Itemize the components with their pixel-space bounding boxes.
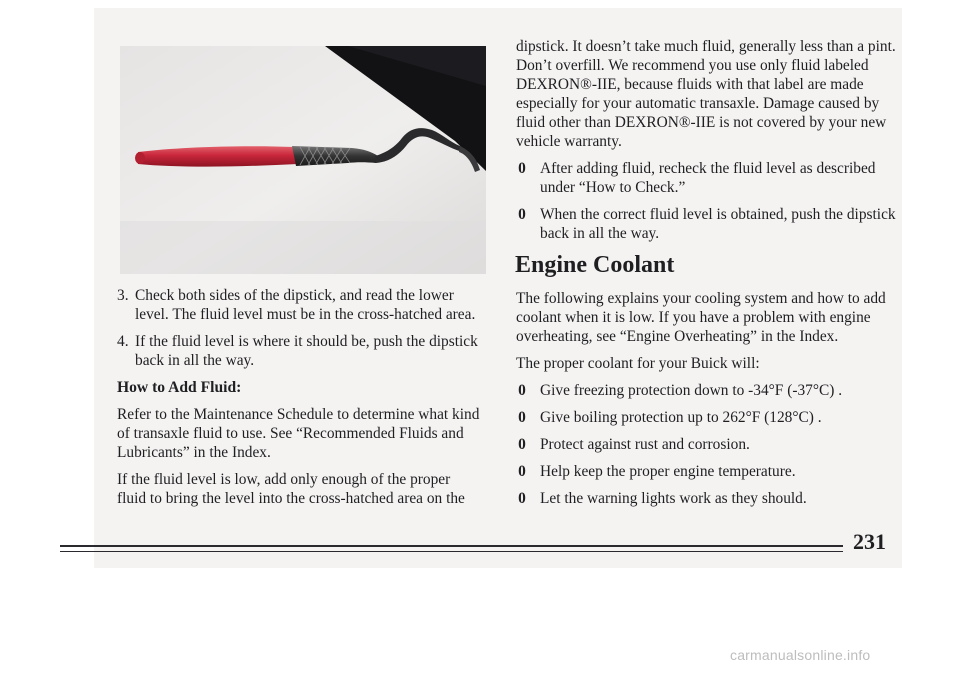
- paragraph: If the fluid level is low, add only enough of the proper fluid to bring the level into the cross-hatched area on the: [117, 471, 465, 507]
- dipstick-photo: [120, 46, 486, 274]
- bullet-item: [516, 159, 900, 197]
- bullet-text: Give boiling protection up to 262°F (128°C) .: [540, 409, 822, 426]
- coolant-lead: The proper coolant for your Buick will:: [516, 355, 760, 372]
- bullet-item: [516, 462, 900, 481]
- step-text: If the fluid level is where it should be, push the dipstick back in all the way.: [135, 333, 478, 369]
- paragraph: The following explains your cooling system and how to add coolant when it is low. If you have a problem with engine overheating, see “Engine Overheating” in the Index.: [516, 290, 886, 345]
- bullet-item: [516, 489, 900, 508]
- watermark: carmanualsonline.info: [730, 647, 871, 663]
- left-column: [117, 286, 482, 516]
- step-text: Check both sides of the dipstick, and read the lower level. The fluid level must be in the cross-hatched area.: [135, 287, 476, 323]
- step-3: [117, 286, 482, 324]
- footer-rule: [60, 545, 843, 547]
- bullet-text: Help keep the proper engine temperature.: [540, 463, 796, 480]
- bullet-glyph: 0: [518, 436, 526, 453]
- bullet-item: [516, 408, 900, 427]
- page-number: 231: [853, 529, 886, 554]
- dipstick-illustration: [120, 46, 486, 274]
- bullet-glyph: 0: [518, 382, 526, 399]
- bullet-glyph: 0: [518, 160, 526, 177]
- bullet-glyph: 0: [518, 409, 526, 426]
- step-4: [117, 332, 482, 370]
- bullet-text: When the correct fluid level is obtained, push the dipstick back in all the way.: [540, 206, 896, 242]
- bullet-text: Protect against rust and corrosion.: [540, 436, 750, 453]
- bullet-glyph: 0: [518, 490, 526, 507]
- bullet-text: Give freezing protection down to -34°F (-37°C) .: [540, 382, 843, 399]
- paragraph: Refer to the Maintenance Schedule to determine what kind of transaxle fluid to use. See “Recommended Fluids and Lubricants” in the Index.: [117, 406, 480, 461]
- footer-rule: [60, 551, 843, 552]
- bullet-glyph: 0: [518, 206, 526, 223]
- subheading-how-to-add-fluid: How to Add Fluid:: [117, 379, 242, 396]
- step-number: 3.: [117, 287, 129, 304]
- section-title-engine-coolant: Engine Coolant: [515, 252, 675, 278]
- bullet-glyph: 0: [518, 463, 526, 480]
- bullet-item: [516, 435, 900, 454]
- paragraph: dipstick. It doesn’t take much fluid, generally less than a pint. Don’t overfill. We recommend you use only fluid labeled DEXRON®-IIE, because fluids with that label are made especially for your automatic transaxle. Damage caused by fluid other than DEXRON®-IIE is not covered by your new vehicle warranty.: [516, 38, 896, 150]
- bullet-text: After adding fluid, recheck the fluid level as described under “How to Check.”: [540, 160, 876, 196]
- right-column: [516, 37, 900, 516]
- bullet-item: [516, 205, 900, 243]
- step-number: 4.: [117, 333, 129, 350]
- bullet-item: [516, 381, 900, 400]
- bullet-text: Let the warning lights work as they should.: [540, 490, 807, 507]
